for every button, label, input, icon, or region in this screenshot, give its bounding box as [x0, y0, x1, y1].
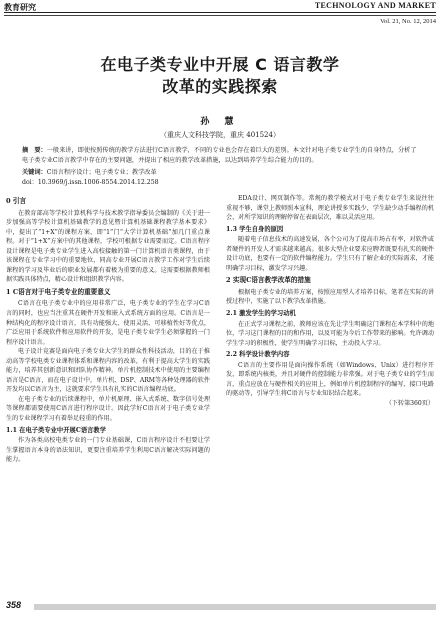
author-name: 孙 慧 — [200, 117, 240, 127]
subsection-heading: 1.1 在电子类专业中开展C语言教学 — [6, 426, 107, 434]
continuation-note: （下转第360页） — [385, 399, 434, 407]
header-rule-thin — [4, 15, 436, 16]
article-title-line-2: 改革的实践探索 — [162, 77, 278, 96]
footer-bar — [34, 604, 436, 610]
doi-text: 10.3969/j.issn.1006-8554.2014.12.258 — [37, 179, 159, 186]
keywords — [22, 168, 422, 178]
doi-line — [22, 178, 422, 188]
paragraph: 在电子类专业的后续课程中，单片机原理、嵌入式系统、数字信号处理等课程都需要使用C语言进行程序设计。因此学好C语言对于电子类专业学生的专业课程学习有着举足轻重的作用。 — [6, 395, 210, 423]
paragraph: 在正式学习课程之前，教师应该在先让学生明确这门课程在本学科中的地位，学习这门课程的目的和作用，以及可能为今后工作带来的影响。允许调动学生学习的积极性，使学生明确学习目标，主动投入学习。 — [226, 320, 434, 347]
journal-name: TECHNOLOGY AND MARKET — [314, 1, 436, 10]
doi-label: doi： — [22, 179, 38, 186]
keywords-label: 关键词： — [22, 169, 47, 176]
running-header — [0, 0, 440, 14]
paragraph: 在教育部高等学校计算机科学与技术教学指导委员会编制的《关于进一步加强高等学校计算机基础教学的意见暨计算机基础课程教学基本要求》中，提出了“1+X”的课程方案，即“1”门“大学计算机基础”加几门重点课程。对于“1+X”方案中的其他课程，学校可根据专业需要而定。C语言程序设计课程是电子类专业学生进入高校接触的第一门计算机语言类课程，由于该课程在专业学习中的重要地位，同高专业开展C语言教学工作对学生后续课程的学习及毕业后的职业发展都有着极为重要的意义。这需要根据教师根据实践具体特点，精心设计和组织教学内容。 — [6, 209, 210, 284]
section-heading: 2 实现C语言教学改革的措施 — [226, 276, 311, 285]
section-heading: 1 C语言对于电子类专业的重要意义 — [6, 287, 111, 296]
abstract-label: 摘 要： — [22, 147, 47, 154]
body-column-left — [6, 194, 210, 465]
paragraph: 随着电子信息技术的高速发展，各个公司为了提高市场占有率，对软件或者硬件的开发人才需求越来越高。很多大型企业要求应聘者既要有扎实的硬件设计功底，也要有一定的软件编程能力。学生只有了解企业的实际需求，才能明确学习目标，激发学习兴趣。 — [226, 236, 434, 272]
paragraph: C语言在电子类专业中的应用非常广泛，电子类专业的学生在学习C语言的同时，也应当注重其在硬件开发和嵌入式系统方面的应用。C语言是一种结构化的程序设计语言，具有功能强大、使用灵活、可移植性好等优点，广泛应用于系统软件和应用软件的开发，是电子类专业学生必须掌握的一门程序设计语言。 — [6, 300, 210, 346]
subsection-heading: 2.1 激发学生的学习动机 — [226, 310, 296, 318]
journal-section-name: 教育研究 — [4, 3, 36, 12]
body-column-right — [226, 194, 434, 408]
volume-info: Vol. 21, No. 12, 2014 — [380, 18, 436, 25]
paragraph: 根据电子类专业的培养方案，按照应用型人才培养目标，笔者在实际的讲授过程中，实施了以下教学改革措施。 — [226, 288, 434, 306]
paragraph: 作为各类高校电类专业的一门专业基础课，C语言程序设计不但要让学生掌握语言本身的语法知识，更要注重培养学生利用C语言解决实际问题的能力。 — [6, 437, 210, 464]
author-affiliation: （重庆人文科技学院，重庆 401524） — [160, 131, 280, 139]
paragraph: C语言的主要作用是面向操作系统（如Windows、Unix）进行程序开发，即系统内核类，并且对硬件的控制能力非常强。对于电子类专业的学生而言，重点应放在与硬件相关的应用上，例如单片机控制程序的编写、接口电路的驱动等，引导学生将C语言与专业知识结合起来。 — [226, 361, 434, 398]
abstract-text: 一般来讲，即使按照传统的教学方法进行C语言教学，不同的专业也会存在着巨大的差别。本文针对电子类专业学生的自身特点，分析了电子类专业C语言教学中存在的主要问题，并提出了相应的教学改革措施，以达到培养学生综合能力的目的。 — [22, 147, 417, 164]
article-title-line-1: 在电子类专业中开展 C 语言教学 — [100, 55, 340, 74]
abstract — [22, 146, 422, 165]
header-rule — [4, 12, 436, 13]
subsection-heading: 1.3 学生自身的原因 — [226, 225, 284, 233]
paragraph: 电子设计竞赛是面向电子类专业大学生的群众性科技活动，目的在于推动高等学校电类专业课程体系和课程内容的改革，有利于提高大学生的实践能力，培养其创新意识和团队协作精神。单片机控制技术中使用的主要编程语言是C语言，而在电子设计中，单片机、DSP、ARM等各种处理器的软件开发均以C语言为主，这就要求学生具有扎实的C语言编程功底。 — [6, 348, 210, 394]
page-number: 358 — [6, 600, 22, 610]
subsection-heading: 2.2 科学设计教学内容 — [226, 351, 290, 359]
keywords-text: C语言程序设计；电子类专业；教学改革 — [46, 169, 157, 176]
section-heading: 0 引言 — [6, 197, 27, 205]
paragraph: EDA设计、网页制作等。常规的教学模式对于电子类专业学生来说往往重视不够，课堂上教师照本宣科，理论讲授多实践少，学生缺少动手编程的机会，对所学知识的理解停留在表面层次，难以灵活应用。 — [226, 195, 434, 222]
